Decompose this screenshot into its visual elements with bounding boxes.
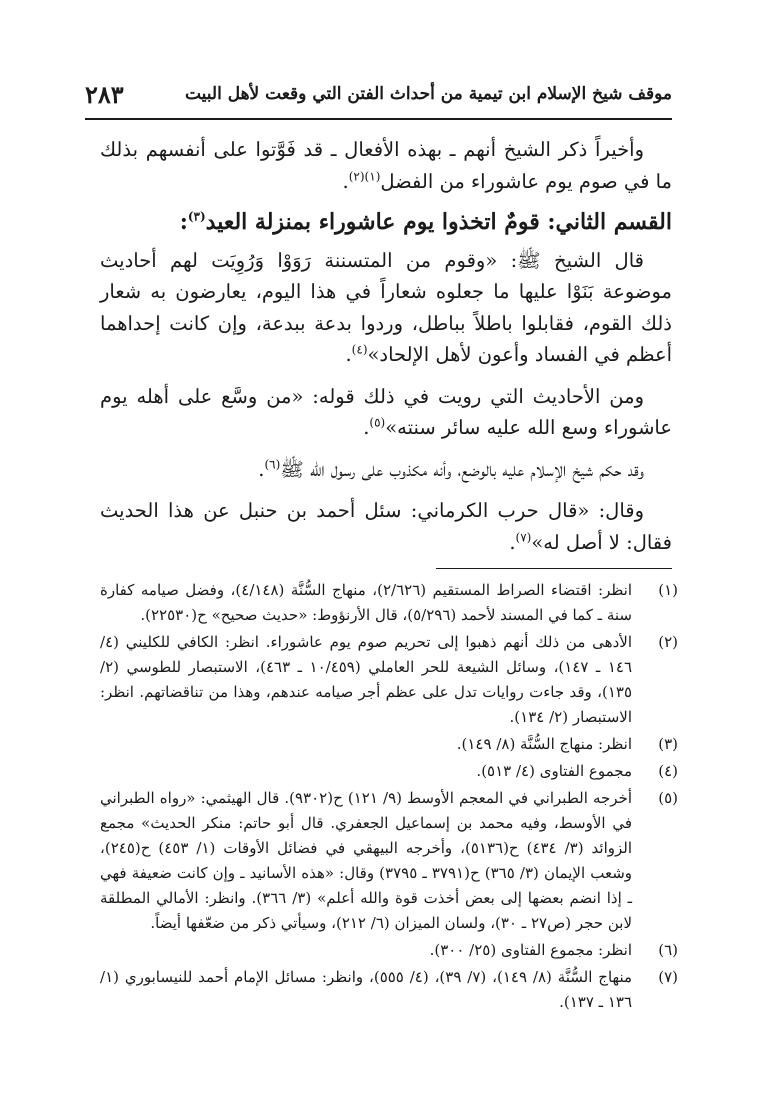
- paragraph-3: [100, 381, 672, 444]
- footnote-text: منهاج السُّنَّة (٨/ ١٤٩)، (٧/ ٣٩)، (٤/ ٥٥٥)، وانظر: مسائل الإمام أحمد للنيسابوري (١/ ١٣٦ ـ ١٣٧).: [100, 968, 633, 1011]
- footnote-text: انظر: مجموع الفتاوى (٢٥/ ٣٠٠).: [429, 941, 632, 959]
- footnote: [100, 630, 678, 730]
- footnote: [100, 732, 678, 757]
- punctuation: .: [363, 416, 370, 439]
- footnote-number: (٤): [658, 762, 678, 780]
- footnote-ref: (١)(٢): [348, 169, 381, 183]
- page-header: [85, 78, 672, 120]
- footnote: [100, 759, 678, 784]
- running-title: موقف شيخ الإسلام ابن تيمية من أحداث الفتن التي وقعت لأهل البيت: [184, 84, 672, 104]
- footnote-text: انظر: اقتضاء الصراط المستقيم (٢/٦٢٦)، منهاج السُّنَّة (٤/١٤٨)، وفضل صيامه كفارة سنة ـ كما في المسند لأحمد (٥/٢٩٦)، قال الأرنؤوط: «حديث صحيح» ح(٢٢٥٣٠).: [100, 581, 633, 624]
- paragraph-5: [100, 495, 672, 558]
- footnote-text: أخرجه الطبراني في المعجم الأوسط (٩/ ١٢١) ح(٩٣٠٢). قال الهيثمي: «رواه الطبراني في الأوسط، وفيه محمد بن إسماعيل الجعفري. قال أبو حاتم: منكر الحديث» مجمع الزوائد (٣/ ٤٣٤) ح(٥١٣٦)، وأخرجه البيهقي في فضائل الأوقات (١/ ٤٥٣) ح(٢٤٥)، وشعب الإيمان (٣/ ٣٦٥) ح(٣٧٩١ ـ ٣٧٩٥) وقال: «هذه الأسانيد ـ وإن كانت ضعيفة فهي ـ إذا انضم بعضها إلى بعض أخذت قوة والله أعلم» (٣/ ٣٦٦). وانظر: الأمالي المطلقة لابن حجر (ص٢٧ ـ ٣٠)، ولسان الميزان (٦/ ٢١٢)، وسيأتي ذكر من ضعّفها أيضاً.: [100, 789, 633, 932]
- footnote-ref: (٣): [187, 209, 206, 224]
- paragraph-4-text: وقد حكم شيخ الإسلام عليه بالوضع، وأنه مكذوب على رسول الله ﷺ: [280, 457, 644, 481]
- footnote-number: (٣): [658, 735, 678, 753]
- page-number: ٢٨٣: [85, 80, 124, 109]
- footnote-text: الأدهى من ذلك أنهم ذهبوا إلى تحريم صوم يوم عاشوراء. انظر: الكافي للكليني (٤/ ١٤٦ ـ ١٤٧)، وسائل الشيعة للحر العاملي (١٠/٤٥٩ ـ ٤٦٣)، الاستبصار للطوسي (٢/ ١٣٥)، وقد جاءت روايات تدل على عظم أجر صيامه عندهم، وهذا من تناقضاتهم. انظر: الاستبصار (٢/ ١٣٤).: [100, 633, 632, 726]
- punctuation: .: [345, 343, 352, 366]
- paragraph-4: [100, 454, 672, 486]
- paragraph-2-text: قال الشيخ ﷺ: «وقوم من المتسننة رَوَوْا وَرُوِيَت لهم أحاديث موضوعة بَنَوْا عليها ما جعلوه شعاراً في هذا اليوم، يعارضون به شعار ذلك القوم، فقابلوا باطلاً بباطل، وردوا بدعة ببدعة، وإن كانت إحداهما أعظم في الفساد وأعون لأهل الإلحاد»: [100, 248, 672, 366]
- footnote: [100, 965, 678, 1015]
- main-text: [100, 134, 672, 568]
- footnote-ref: (٤): [351, 342, 368, 357]
- footnote-ref: (٦): [264, 457, 281, 471]
- footnote-number: (٧): [658, 968, 678, 986]
- paragraph-1: [100, 134, 672, 197]
- footnote-separator: [436, 568, 672, 569]
- section-heading: [100, 207, 672, 239]
- section-heading-text: القسم الثاني: قومٌ اتخذوا يوم عاشوراء بمنزلة العيد: [205, 209, 672, 235]
- footnote-number: (٦): [658, 941, 678, 959]
- footnote-number: (٥): [658, 789, 678, 807]
- footnote-text: انظر: منهاج السُّنَّة (٨/ ١٤٩).: [456, 735, 632, 753]
- footnote: [100, 786, 678, 936]
- footnote-number: (١): [658, 581, 678, 599]
- footnote: [100, 938, 678, 963]
- punctuation: .: [509, 530, 516, 554]
- punctuation: .: [258, 457, 265, 481]
- footnote: [100, 578, 678, 628]
- footnote-ref: (٥): [369, 415, 386, 430]
- paragraph-1-text: وأخيراً ذكر الشيخ أنهم ـ بهذه الأفعال ـ قد فَوَّتوا على أنفسهم بذلك ما في صوم يوم عاشوراء من الفضل: [100, 138, 672, 193]
- punctuation: :: [179, 209, 188, 235]
- punctuation: .: [342, 169, 349, 193]
- footnotes: [100, 578, 678, 1017]
- paragraph-5-text: وقال: «قال حرب الكرماني: سئل أحمد بن حنبل عن هذا الحديث فقال: لا أصل له»: [100, 499, 672, 554]
- footnote-number: (٢): [658, 633, 678, 651]
- paragraph-2: [100, 245, 672, 371]
- footnote-ref: (٧): [515, 530, 532, 544]
- footnote-text: مجموع الفتاوى (٤/ ٥١٣).: [476, 762, 632, 780]
- paragraph-3-text: ومن الأحاديث التي رويت في ذلك قوله: «من وسَّع على أهله يوم عاشوراء وسع الله عليه سائر سنته»: [100, 384, 672, 439]
